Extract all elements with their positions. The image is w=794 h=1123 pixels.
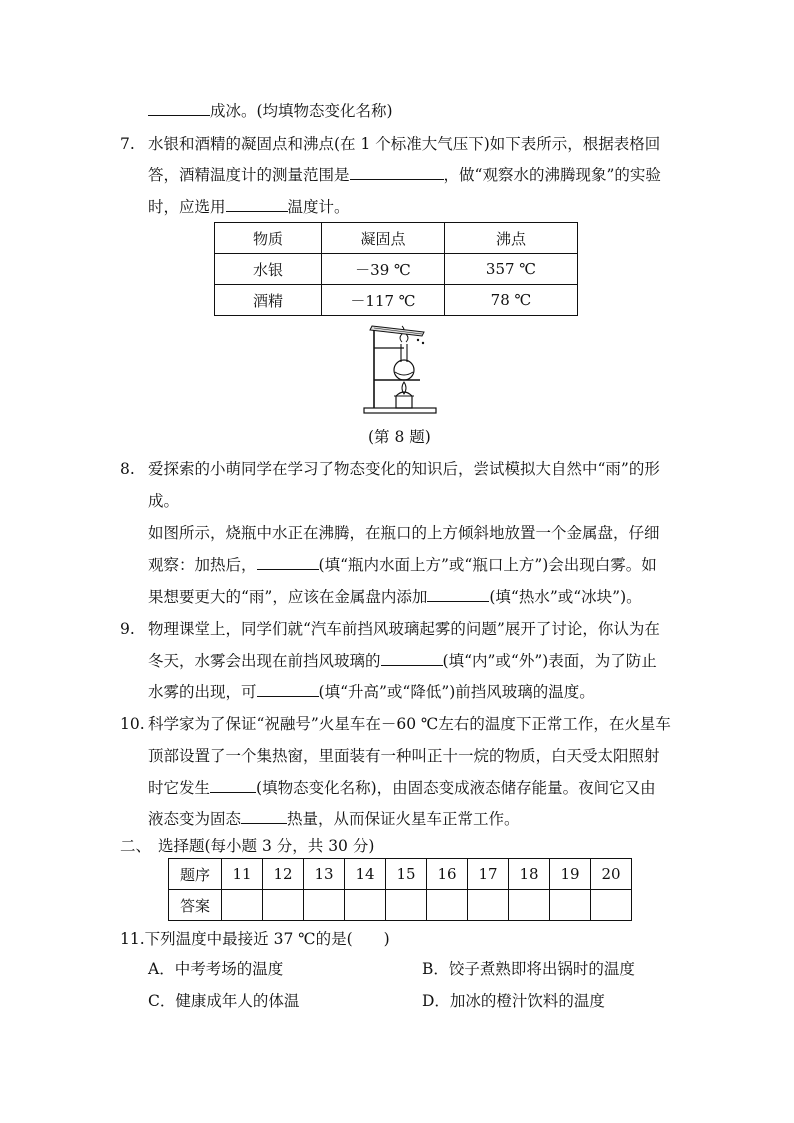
answer-table <box>168 858 632 921</box>
experiment-figure <box>360 322 440 418</box>
q11-stem: 11.下列温度中最接近 37 ℃的是( ) <box>120 930 390 948</box>
answer-cell[interactable] <box>345 890 386 921</box>
q8-number: 8. <box>120 460 135 478</box>
question-number-cell: 11 <box>222 859 263 890</box>
answer-blank[interactable] <box>350 165 444 180</box>
section-number: 二、 <box>120 837 152 855</box>
table-cell: 357 ℃ <box>445 254 578 285</box>
q10-line4: 液态变为固态 热量，从而保证火星车正常工作。 <box>148 810 520 828</box>
option-a[interactable]: A．中考考场的温度 <box>148 960 284 978</box>
question-number-cell: 19 <box>550 859 591 890</box>
table-row <box>215 285 578 316</box>
answer-blank[interactable] <box>427 587 489 602</box>
answer-cell[interactable] <box>550 890 591 921</box>
table-header: 凝固点 <box>322 223 445 254</box>
table-header-row <box>215 223 578 254</box>
question-number-cell: 12 <box>263 859 304 890</box>
answer-cell[interactable] <box>591 890 632 921</box>
option-b[interactable]: B．饺子煮熟即将出锅时的温度 <box>422 960 635 978</box>
answer-cell[interactable] <box>427 890 468 921</box>
table-header: 物质 <box>215 223 322 254</box>
q7-line2: 答，酒精温度计的测量范围是 ，做“观察水的沸腾现象”的实验 <box>148 166 661 184</box>
q7-table <box>214 222 578 316</box>
table-cell: 酒精 <box>215 285 322 316</box>
answer-cell[interactable] <box>386 890 427 921</box>
q7-line1: 水银和酒精的凝固点和沸点(在 1 个标准大气压下)如下表所示，根据表格回 <box>148 135 661 153</box>
option-d[interactable]: D．加冰的橙汁饮料的温度 <box>422 992 605 1010</box>
answer-cell[interactable] <box>222 890 263 921</box>
table-row <box>169 859 632 890</box>
figure-caption: (第 8 题) <box>368 428 431 446</box>
table-cell: 水银 <box>215 254 322 285</box>
answer-blank[interactable] <box>226 197 288 212</box>
q9-line2: 冬天，水雾会出现在前挡风玻璃的 (填“内”或“外”)表面，为了防止 <box>148 652 657 670</box>
answer-blank[interactable] <box>148 101 210 116</box>
row-label: 答案 <box>169 890 222 921</box>
q10-line1: 科学家为了保证“祝融号”火星车在－60 ℃左右的温度下正常工作，在火星车 <box>148 715 671 733</box>
answer-blank[interactable] <box>381 651 443 666</box>
q10-number: 10. <box>120 715 145 733</box>
q9-line3: 水雾的出现，可 (填“升高”或“降低”)前挡风玻璃的温度。 <box>148 683 595 701</box>
question-number-cell: 16 <box>427 859 468 890</box>
answer-blank[interactable] <box>241 809 287 824</box>
table-header: 沸点 <box>445 223 578 254</box>
question-number-cell: 18 <box>509 859 550 890</box>
answer-cell[interactable] <box>468 890 509 921</box>
q8-line1: 爱探索的小萌同学在学习了物态变化的知识后，尝试模拟大自然中“雨”的形 <box>148 460 660 478</box>
answer-blank[interactable] <box>210 778 256 793</box>
question-number-cell: 15 <box>386 859 427 890</box>
q9-line1: 物理课堂上，同学们就“汽车前挡风玻璃起雾的问题”展开了讨论，你认为在 <box>148 620 660 638</box>
question-number-cell: 13 <box>304 859 345 890</box>
question-number-cell: 14 <box>345 859 386 890</box>
q8-line4: 观察：加热后， (填“瓶内水面上方”或“瓶口上方”)会出现白雾。如 <box>148 556 657 574</box>
answer-cell[interactable] <box>263 890 304 921</box>
answer-blank[interactable] <box>257 682 319 697</box>
q7-number: 7. <box>120 135 135 153</box>
q9-number: 9. <box>120 620 135 638</box>
q7-line3: 时，应选用 温度计。 <box>148 198 350 216</box>
question-number-cell: 20 <box>591 859 632 890</box>
table-cell: －117 ℃ <box>322 285 445 316</box>
option-c[interactable]: C．健康成年人的体温 <box>148 992 300 1010</box>
question-number-cell: 17 <box>468 859 509 890</box>
answer-cell[interactable] <box>304 890 345 921</box>
q10-line3: 时它发生 (填物态变化名称)，由固态变成液态储存能量。夜间它又由 <box>148 779 656 797</box>
q8-line5: 果想要更大的“雨”，应该在金属盘内添加 (填“热水”或“冰块”)。 <box>148 588 642 606</box>
answer-blank[interactable] <box>257 555 319 570</box>
q8-line2: 成。 <box>148 492 180 510</box>
table-row <box>215 254 578 285</box>
row-label: 题序 <box>169 859 222 890</box>
q6-tail-line: 成冰。(均填物态变化名称) <box>148 100 393 122</box>
table-cell: －39 ℃ <box>322 254 445 285</box>
section-title: 选择题(每小题 3 分，共 30 分) <box>158 837 375 855</box>
table-cell: 78 ℃ <box>445 285 578 316</box>
table-row <box>169 890 632 921</box>
answer-cell[interactable] <box>509 890 550 921</box>
q10-line2: 顶部设置了一个集热窗，里面装有一种叫正十一烷的物质，白天受太阳照射 <box>148 747 660 765</box>
q8-line3: 如图所示，烧瓶中水正在沸腾，在瓶口的上方倾斜地放置一个金属盘，仔细 <box>148 524 660 542</box>
